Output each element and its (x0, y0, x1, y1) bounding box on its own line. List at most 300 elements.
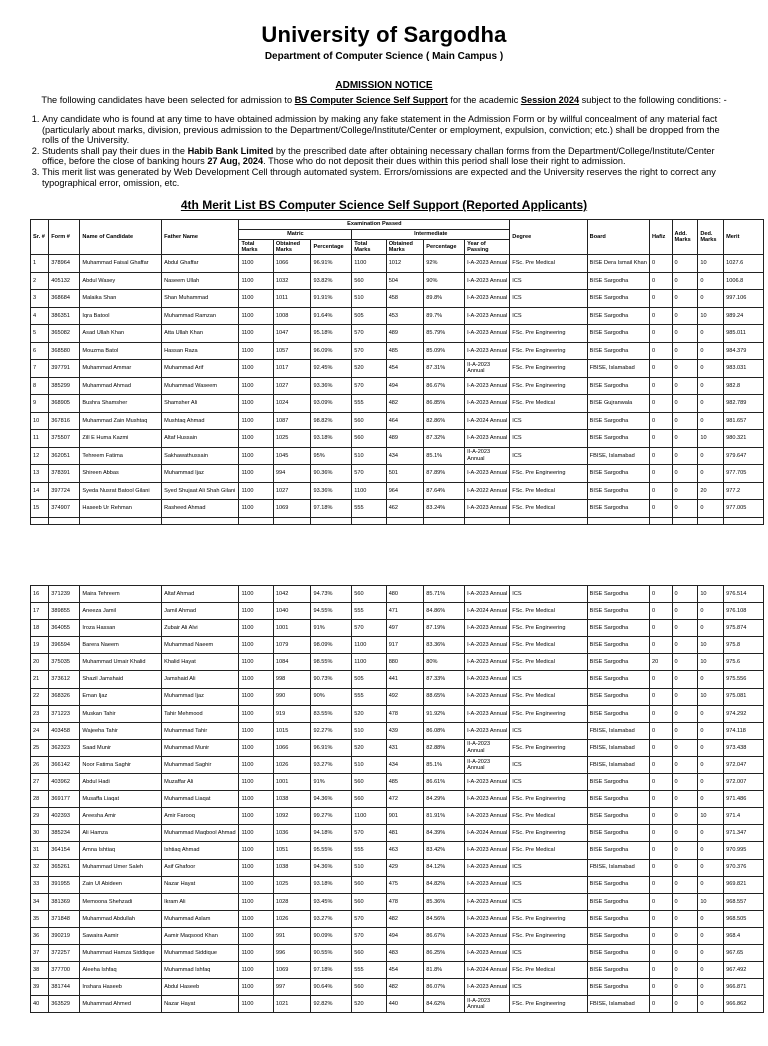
cell-father-name: Muhammad Ramzan (162, 307, 239, 325)
cell-matric-obtained: 1017 (273, 360, 311, 378)
cell-hafiz: 0 (649, 756, 672, 773)
cell-matric-total: 1100 (239, 637, 273, 654)
cell-inter-obtained: 481 (386, 825, 424, 842)
cell-board: BISE Sargodha (587, 944, 649, 961)
table-row (31, 255, 764, 273)
empty-cell (49, 517, 80, 524)
cell-year-of-passing: I-A-2023 Annual (465, 842, 510, 859)
table-row (31, 395, 764, 413)
cell-form-no: 372257 (49, 944, 80, 961)
cell-hafiz: 0 (649, 722, 672, 739)
cell-father-name: Abdul Haseeb (162, 979, 239, 996)
cell-degree: FSc. Pre Medical (510, 654, 587, 671)
cell-add-marks: 0 (672, 482, 698, 500)
cell-inter-obtained: 453 (386, 307, 424, 325)
cell-inter-total: 510 (352, 290, 386, 308)
cell-candidate-name: Aneeza Jamil (80, 603, 162, 620)
cell-inter-percentage: 83.24% (424, 500, 465, 518)
cell-inter-obtained: 441 (386, 671, 424, 688)
cell-candidate-name: Muhammad Ammar (80, 360, 162, 378)
cell-matric-percentage: 97.18% (311, 500, 352, 518)
cell-form-no: 391955 (49, 876, 80, 893)
cell-board: BISE Sargodha (587, 654, 649, 671)
cell-hafiz: 0 (649, 603, 672, 620)
cell-matric-percentage: 98.55% (311, 654, 352, 671)
notice-header (0, 22, 768, 91)
cell-inter-obtained: 497 (386, 620, 424, 637)
cell-merit: 977.2 (724, 482, 764, 500)
cell-matric-obtained: 1008 (273, 307, 311, 325)
cell-candidate-name: Iqra Batool (80, 307, 162, 325)
cell-add-marks: 0 (672, 325, 698, 343)
cell-add-marks: 0 (672, 791, 698, 808)
empty-cell (31, 517, 49, 524)
cell-sr: 10 (31, 412, 49, 430)
header-name: Name of Candidate (80, 220, 162, 255)
header-board: Board (587, 220, 649, 255)
cell-ded-marks: 0 (698, 705, 724, 722)
cell-candidate-name: Ali Hamza (80, 825, 162, 842)
cell-board: BISE Sargodha (587, 705, 649, 722)
cell-add-marks: 0 (672, 893, 698, 910)
cell-father-name: Syed Shujaat Ali Shah Gilani (162, 482, 239, 500)
cell-degree: FSc. Pre Medical (510, 962, 587, 979)
cell-add-marks: 0 (672, 377, 698, 395)
intro-text: for the academic (447, 95, 521, 105)
cell-add-marks: 0 (672, 620, 698, 637)
cell-merit: 1006.8 (724, 272, 764, 290)
cell-ded-marks: 10 (698, 307, 724, 325)
cell-inter-percentage: 87.89% (424, 465, 465, 483)
cell-hafiz: 0 (649, 637, 672, 654)
cell-matric-obtained: 1028 (273, 893, 311, 910)
table-row (31, 325, 764, 343)
cell-merit: 970.995 (724, 842, 764, 859)
cell-matric-total: 1100 (239, 290, 273, 308)
cell-inter-percentage: 85.36% (424, 893, 465, 910)
table-row (31, 430, 764, 448)
cell-matric-obtained: 991 (273, 927, 311, 944)
cell-year-of-passing: I-A-2023 Annual (465, 774, 510, 791)
cell-inter-percentage: 86.07% (424, 979, 465, 996)
cell-inter-percentage: 85.1% (424, 447, 465, 465)
cell-degree: FSc. Pre Engineering (510, 825, 587, 842)
table-row (31, 791, 764, 808)
cell-matric-percentage: 92.27% (311, 722, 352, 739)
cell-inter-obtained: 494 (386, 927, 424, 944)
cell-candidate-name: Abdul Hadi (80, 774, 162, 791)
cell-inter-obtained: 463 (386, 842, 424, 859)
cell-father-name: Hassan Raza (162, 342, 239, 360)
cell-father-name: Jamshaid Ali (162, 671, 239, 688)
cell-board: BISE Sargodha (587, 377, 649, 395)
cell-inter-obtained: 964 (386, 482, 424, 500)
table-row (31, 842, 764, 859)
cell-inter-percentage: 84.12% (424, 859, 465, 876)
cell-hafiz: 0 (649, 482, 672, 500)
notice-title: ADMISSION NOTICE (335, 80, 433, 91)
cell-matric-percentage: 93.27% (311, 756, 352, 773)
cell-hafiz: 0 (649, 412, 672, 430)
cell-candidate-name: Noor Fatima Saghir (80, 756, 162, 773)
cell-inter-obtained: 480 (386, 586, 424, 603)
cell-inter-total: 570 (352, 465, 386, 483)
cell-inter-obtained: 483 (386, 944, 424, 961)
condition-item: 1. Any candidate who is found at any time to have obtained admission by making any fake statement in the Admission Form or by willful concealment of any material fact (particularly about marks, division, previous admission to the Department/College/Institute/Center or employment, expulsion, conviction; etc.) shall be dropped from the rolls of the University. (42, 114, 738, 146)
cell-inter-obtained: 478 (386, 893, 424, 910)
cell-father-name: Muhammad Maqbool Ahmad (162, 825, 239, 842)
cell-board: BISE Sargodha (587, 430, 649, 448)
table-row (31, 603, 764, 620)
cell-sr: 6 (31, 342, 49, 360)
cell-sr: 29 (31, 808, 49, 825)
cell-matric-obtained: 994 (273, 465, 311, 483)
cell-candidate-name: Muhammad Ahmed (80, 996, 162, 1013)
cell-matric-percentage: 94.55% (311, 603, 352, 620)
cell-ded-marks: 0 (698, 944, 724, 961)
cell-candidate-name: Muhammad Umair Khalid (80, 654, 162, 671)
cell-inter-obtained: 489 (386, 325, 424, 343)
cell-hafiz: 0 (649, 893, 672, 910)
cell-form-no: 368580 (49, 342, 80, 360)
university-title: University of Sargodha (261, 22, 507, 47)
cell-matric-percentage: 90.64% (311, 979, 352, 996)
cell-sr: 17 (31, 603, 49, 620)
cell-board: FBISE, Islamabad (587, 756, 649, 773)
table-row (31, 586, 764, 603)
cell-hafiz: 0 (649, 272, 672, 290)
cell-year-of-passing: I-A-2023 Annual (465, 893, 510, 910)
table-row (31, 671, 764, 688)
cell-candidate-name: Muhammad Umer Saleh (80, 859, 162, 876)
cell-form-no: 375507 (49, 430, 80, 448)
cell-candidate-name: Tehreem Fatima (80, 447, 162, 465)
cell-matric-percentage: 94.73% (311, 586, 352, 603)
cell-matric-obtained: 1066 (273, 255, 311, 273)
cell-candidate-name: Mouzma Batol (80, 342, 162, 360)
header-inter-total: Total Marks (352, 240, 386, 255)
cell-form-no: 396594 (49, 637, 80, 654)
cell-inter-total: 560 (352, 979, 386, 996)
cell-matric-obtained: 1024 (273, 395, 311, 413)
cell-inter-percentage: 87.19% (424, 620, 465, 637)
cell-inter-obtained: 482 (386, 395, 424, 413)
cell-matric-percentage: 92.82% (311, 996, 352, 1013)
cell-sr: 25 (31, 739, 49, 756)
cell-hafiz: 0 (649, 825, 672, 842)
cell-matric-total: 1100 (239, 688, 273, 705)
cell-father-name: Muzaffar Ali (162, 774, 239, 791)
cell-inter-obtained: 482 (386, 979, 424, 996)
cell-inter-obtained: 1012 (386, 255, 424, 273)
cell-merit: 975.874 (724, 620, 764, 637)
cell-form-no: 378391 (49, 465, 80, 483)
cell-matric-total: 1100 (239, 876, 273, 893)
cell-form-no: 367816 (49, 412, 80, 430)
cell-year-of-passing: I-A-2023 Annual (465, 688, 510, 705)
cell-matric-percentage: 91.64% (311, 307, 352, 325)
cell-father-name: Muhammad Siddique (162, 944, 239, 961)
intro-text: subject to the following conditions: - (579, 95, 727, 105)
cell-degree: ICS (510, 671, 587, 688)
cell-ded-marks: 10 (698, 586, 724, 603)
cell-candidate-name: Maira Tehreem (80, 586, 162, 603)
cell-form-no: 364154 (49, 842, 80, 859)
cell-form-no: 405132 (49, 272, 80, 290)
table-row (31, 360, 764, 378)
cell-inter-percentage: 86.85% (424, 395, 465, 413)
cell-year-of-passing: I-A-2023 Annual (465, 325, 510, 343)
cell-inter-percentage: 91.92% (424, 705, 465, 722)
cell-merit: 966.871 (724, 979, 764, 996)
cell-inter-total: 560 (352, 412, 386, 430)
cell-merit: 968.505 (724, 910, 764, 927)
header-matric-obtained: Obtained Marks (273, 240, 311, 255)
empty-cell (424, 517, 465, 524)
cell-form-no: 385234 (49, 825, 80, 842)
cell-ded-marks: 0 (698, 739, 724, 756)
cell-ded-marks: 10 (698, 255, 724, 273)
cell-board: BISE Sargodha (587, 979, 649, 996)
table-row (31, 482, 764, 500)
cell-add-marks: 0 (672, 774, 698, 791)
cell-ded-marks: 0 (698, 603, 724, 620)
cell-matric-total: 1100 (239, 944, 273, 961)
cell-inter-percentage: 86.67% (424, 927, 465, 944)
cell-add-marks: 0 (672, 654, 698, 671)
cell-hafiz: 0 (649, 842, 672, 859)
cell-inter-percentage: 89.7% (424, 307, 465, 325)
cell-form-no: 368326 (49, 688, 80, 705)
cell-hafiz: 0 (649, 774, 672, 791)
cell-board: FBISE, Islamabad (587, 859, 649, 876)
header-matric-percentage: Percentage (311, 240, 352, 255)
cell-candidate-name: Shireen Abbas (80, 465, 162, 483)
header-merit: Merit (724, 220, 764, 255)
cell-sr: 2 (31, 272, 49, 290)
cell-sr: 23 (31, 705, 49, 722)
cell-degree: FSc. Pre Medical (510, 395, 587, 413)
cell-merit: 985.011 (724, 325, 764, 343)
cell-matric-obtained: 1057 (273, 342, 311, 360)
cell-father-name: Nazar Hayat (162, 996, 239, 1013)
cell-inter-obtained: 482 (386, 910, 424, 927)
cell-candidate-name: Saad Munir (80, 739, 162, 756)
cell-form-no: 371223 (49, 705, 80, 722)
cell-merit: 982.789 (724, 395, 764, 413)
cell-year-of-passing: I-A-2023 Annual (465, 876, 510, 893)
cell-father-name: Altaf Ahmad (162, 586, 239, 603)
cell-add-marks: 0 (672, 756, 698, 773)
cell-ded-marks: 0 (698, 962, 724, 979)
cell-inter-percentage: 86.08% (424, 722, 465, 739)
cell-inter-total: 560 (352, 944, 386, 961)
cell-degree: FSc. Pre Medical (510, 603, 587, 620)
cell-inter-total: 560 (352, 893, 386, 910)
cell-add-marks: 0 (672, 671, 698, 688)
cell-add-marks: 0 (672, 412, 698, 430)
cell-hafiz: 0 (649, 944, 672, 961)
merit-table-page-2 (30, 585, 764, 1013)
cell-matric-total: 1100 (239, 654, 273, 671)
cell-matric-obtained: 1087 (273, 412, 311, 430)
cell-form-no: 364055 (49, 620, 80, 637)
cell-year-of-passing: I-A-2023 Annual (465, 290, 510, 308)
cell-ded-marks: 0 (698, 927, 724, 944)
condition-item (42, 146, 738, 167)
cell-add-marks: 0 (672, 395, 698, 413)
cell-degree: FSc. Pre Medical (510, 500, 587, 518)
cell-ded-marks: 0 (698, 774, 724, 791)
cell-matric-total: 1100 (239, 447, 273, 465)
cell-sr: 38 (31, 962, 49, 979)
cell-sr: 11 (31, 430, 49, 448)
cell-merit: 971.4 (724, 808, 764, 825)
cell-matric-obtained: 997 (273, 979, 311, 996)
cell-matric-obtained: 1026 (273, 756, 311, 773)
cell-merit: 977.705 (724, 465, 764, 483)
cell-candidate-name: Barera Naeem (80, 637, 162, 654)
cell-inter-obtained: 429 (386, 859, 424, 876)
cell-candidate-name: Aleeha Ishfaq (80, 962, 162, 979)
cell-inter-obtained: 494 (386, 377, 424, 395)
cell-father-name: Muhammad Arif (162, 360, 239, 378)
cell-merit: 969.821 (724, 876, 764, 893)
cell-inter-total: 570 (352, 910, 386, 927)
table-row (31, 962, 764, 979)
cell-matric-percentage: 91% (311, 774, 352, 791)
cell-ded-marks: 10 (698, 808, 724, 825)
cell-ded-marks: 0 (698, 979, 724, 996)
cell-add-marks: 0 (672, 808, 698, 825)
cell-ded-marks: 0 (698, 360, 724, 378)
cell-matric-obtained: 1015 (273, 722, 311, 739)
cell-year-of-passing: I-A-2023 Annual (465, 927, 510, 944)
cell-merit: 972.007 (724, 774, 764, 791)
cell-matric-obtained: 1027 (273, 482, 311, 500)
cell-matric-total: 1100 (239, 739, 273, 756)
cell-inter-percentage: 88.65% (424, 688, 465, 705)
cell-degree: FSc. Pre Engineering (510, 791, 587, 808)
cell-matric-percentage: 94.36% (311, 791, 352, 808)
cell-hafiz: 0 (649, 962, 672, 979)
cell-ded-marks: 0 (698, 722, 724, 739)
cell-add-marks: 0 (672, 603, 698, 620)
cell-degree: ICS (510, 272, 587, 290)
cell-sr: 22 (31, 688, 49, 705)
table-row (31, 342, 764, 360)
cell-degree: ICS (510, 307, 587, 325)
cell-year-of-passing: I-A-2023 Annual (465, 255, 510, 273)
table-row (31, 637, 764, 654)
cell-sr: 26 (31, 756, 49, 773)
empty-cell (273, 517, 311, 524)
cell-inter-percentage: 84.56% (424, 910, 465, 927)
cell-form-no: 365261 (49, 859, 80, 876)
cell-merit: 984.379 (724, 342, 764, 360)
table-row (31, 465, 764, 483)
cell-father-name: Muhammad Liaqat (162, 791, 239, 808)
cell-ded-marks: 0 (698, 272, 724, 290)
cell-matric-percentage: 93.45% (311, 893, 352, 910)
cell-matric-total: 1100 (239, 791, 273, 808)
cell-candidate-name: Eman Ijaz (80, 688, 162, 705)
cell-inter-total: 520 (352, 360, 386, 378)
cell-inter-obtained: 475 (386, 876, 424, 893)
cell-candidate-name: Muhammad Faisal Ghaffar (80, 255, 162, 273)
cell-board: BISE Gujranwala (587, 395, 649, 413)
cell-board: BISE Sargodha (587, 290, 649, 308)
cell-matric-obtained: 1069 (273, 500, 311, 518)
cell-form-no: 378964 (49, 255, 80, 273)
table-row (31, 859, 764, 876)
cell-ded-marks: 0 (698, 395, 724, 413)
cell-matric-obtained: 1092 (273, 808, 311, 825)
cell-matric-percentage: 93.09% (311, 395, 352, 413)
cell-add-marks: 0 (672, 688, 698, 705)
cell-matric-percentage: 90.55% (311, 944, 352, 961)
cell-year-of-passing: II-A-2023 Annual (465, 447, 510, 465)
cell-sr: 8 (31, 377, 49, 395)
cell-sr: 39 (31, 979, 49, 996)
cell-inter-percentage: 87.33% (424, 671, 465, 688)
cell-year-of-passing: I-A-2023 Annual (465, 705, 510, 722)
cell-sr: 40 (31, 996, 49, 1013)
cell-add-marks: 0 (672, 272, 698, 290)
cell-add-marks: 0 (672, 447, 698, 465)
empty-cell (465, 517, 510, 524)
cell-inter-total: 505 (352, 307, 386, 325)
cell-hafiz: 0 (649, 342, 672, 360)
cell-merit: 971.347 (724, 825, 764, 842)
cell-ded-marks: 0 (698, 996, 724, 1013)
cell-board: BISE Sargodha (587, 910, 649, 927)
cell-degree: FSc. Pre Engineering (510, 342, 587, 360)
cell-father-name: Zubair Ali Alvi (162, 620, 239, 637)
cell-ded-marks: 0 (698, 447, 724, 465)
cell-father-name: Shan Muhammad (162, 290, 239, 308)
cell-ded-marks: 0 (698, 859, 724, 876)
cell-matric-obtained: 1025 (273, 430, 311, 448)
cell-merit: 979.647 (724, 447, 764, 465)
cell-year-of-passing: I-A-2024 Annual (465, 412, 510, 430)
cell-matric-obtained: 1025 (273, 876, 311, 893)
cell-merit: 975.081 (724, 688, 764, 705)
cell-inter-percentage: 87.31% (424, 360, 465, 378)
cell-year-of-passing: I-A-2023 Annual (465, 500, 510, 518)
cell-inter-percentage: 85.79% (424, 325, 465, 343)
cell-matric-percentage: 91% (311, 620, 352, 637)
cell-candidate-name: Inshara Haseeb (80, 979, 162, 996)
cell-inter-obtained: 454 (386, 962, 424, 979)
cell-hafiz: 0 (649, 447, 672, 465)
cell-father-name: Abdul Ghaffar (162, 255, 239, 273)
cell-inter-total: 570 (352, 377, 386, 395)
cell-ded-marks: 0 (698, 620, 724, 637)
cell-inter-percentage: 83.36% (424, 637, 465, 654)
cell-degree: FSc. Pre Medical (510, 637, 587, 654)
cell-form-no: 403458 (49, 722, 80, 739)
condition-item: 3. This merit list was generated by Web Development Cell through automated system. Errors/omissions are expected and the University reserves the right to correct any typographical error, omission, etc. (42, 167, 738, 188)
cell-degree: ICS (510, 290, 587, 308)
cell-form-no: 386351 (49, 307, 80, 325)
cell-year-of-passing: I-A-2023 Annual (465, 307, 510, 325)
cell-inter-total: 520 (352, 996, 386, 1013)
cell-inter-total: 555 (352, 842, 386, 859)
header-degree: Degree (510, 220, 587, 255)
cell-inter-percentage: 84.29% (424, 791, 465, 808)
cell-sr: 7 (31, 360, 49, 378)
